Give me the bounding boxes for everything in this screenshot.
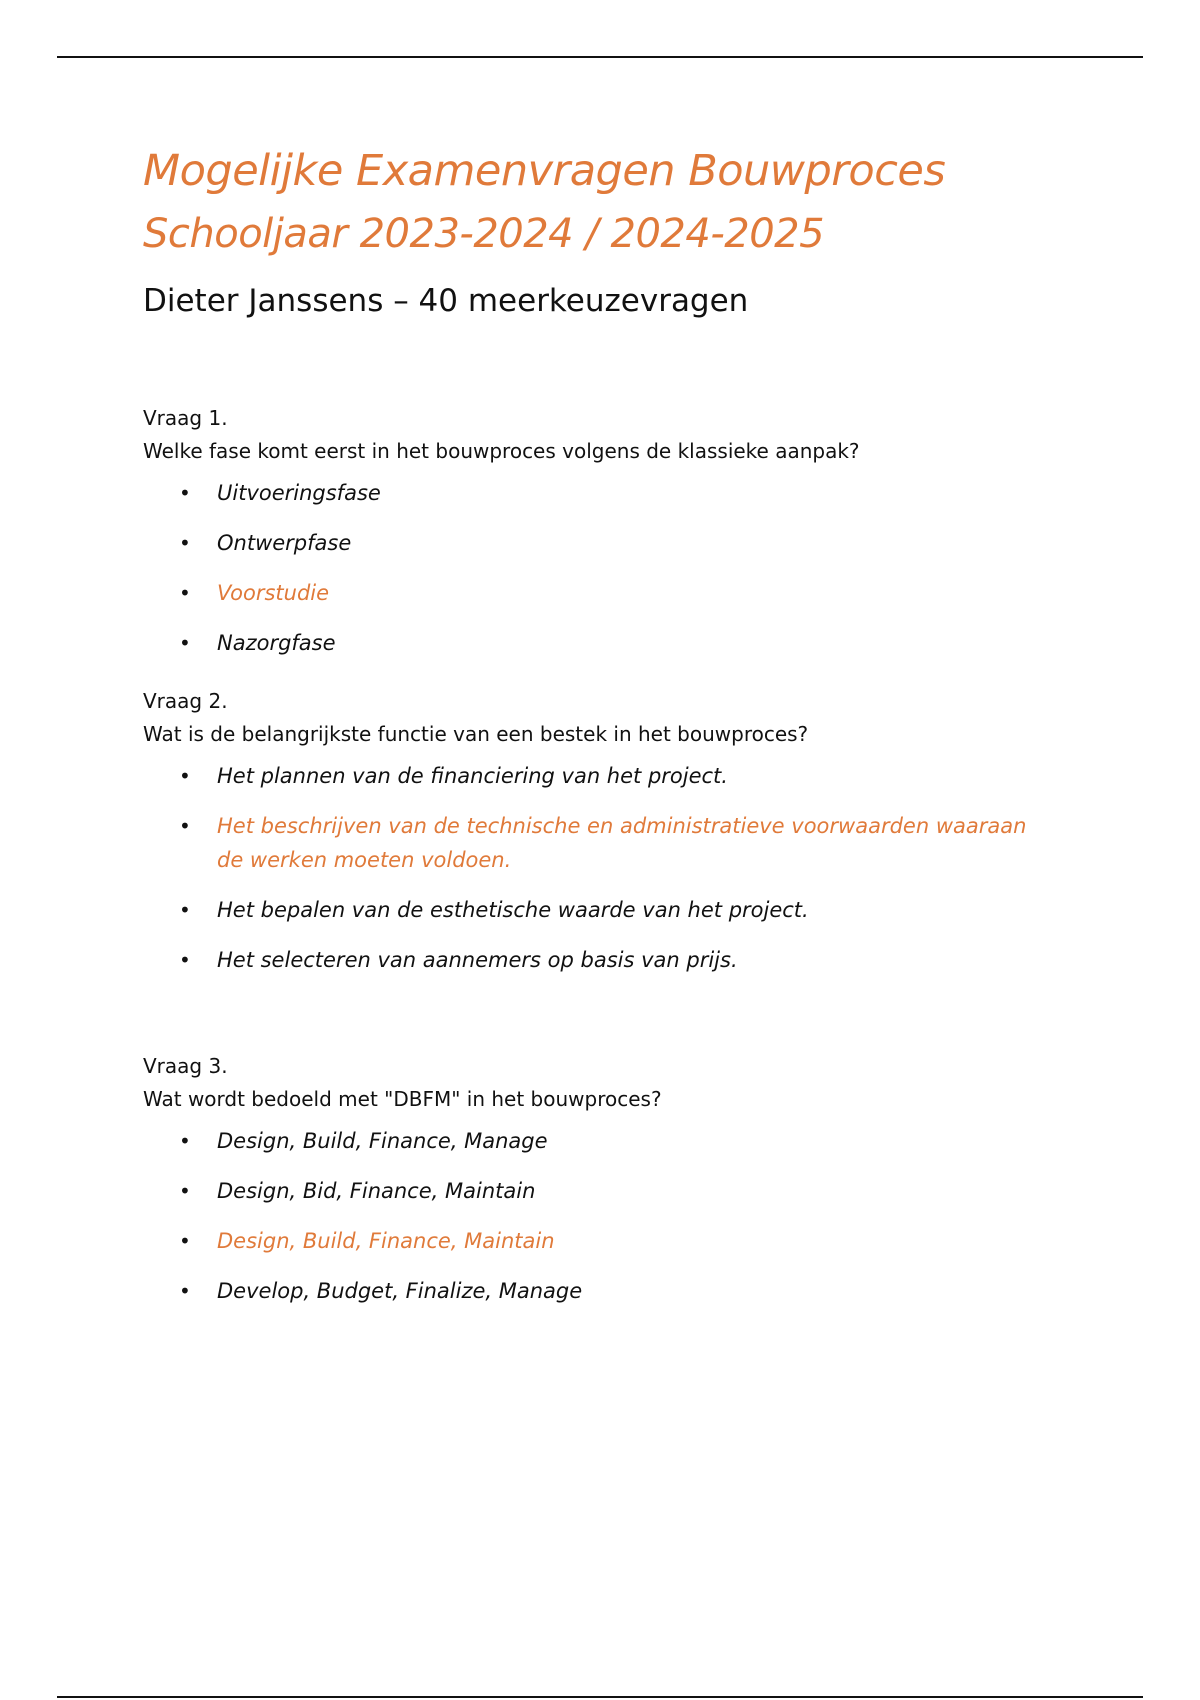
document-subtitle: Schooljaar 2023-2024 / 2024-2025	[143, 211, 825, 257]
option-item[interactable]: • Design, Bid, Finance, Maintain	[143, 1174, 1047, 1208]
document-title: Mogelijke Examenvragen Bouwproces	[143, 146, 946, 196]
option-list	[143, 1124, 1093, 1308]
question-2	[143, 685, 1093, 993]
option-item[interactable]: • Nazorgfase	[143, 626, 1047, 660]
option-item[interactable]: • Develop, Budget, Finalize, Manage	[143, 1274, 1047, 1308]
option-item[interactable]: • Het plannen van de financiering van het project.	[143, 759, 1047, 793]
option-item[interactable]: • Uitvoeringsfase	[143, 476, 1047, 510]
option-item[interactable]: • Het bepalen van de esthetische waarde van het project.	[143, 893, 1047, 927]
question-label: Vraag 3.	[143, 1054, 228, 1078]
document-page	[143, 140, 1093, 322]
option-item[interactable]: • Ontwerpfase	[143, 526, 1047, 560]
option-item[interactable]: • Het selecteren van aannemers op basis van prijs.	[143, 943, 1047, 977]
author-line: Dieter Janssens – 40 meerkeuzevragen	[143, 283, 749, 319]
question-text: Wat wordt bedoeld met "DBFM" in het bouwproces?	[143, 1087, 662, 1111]
bottom-rule	[57, 1696, 1143, 1698]
top-rule	[57, 56, 1143, 58]
option-list	[143, 759, 1093, 977]
question-label: Vraag 1.	[143, 406, 228, 430]
option-item[interactable]: • Design, Build, Finance, Manage	[143, 1124, 1047, 1158]
question-label: Vraag 2.	[143, 689, 228, 713]
question-1	[143, 402, 1093, 676]
question-text: Wat is de belangrijkste functie van een bestek in het bouwproces?	[143, 722, 809, 746]
question-text: Welke fase komt eerst in het bouwproces volgens de klassieke aanpak?	[143, 439, 860, 463]
option-item[interactable]: • Het beschrijven van de technische en administratieve voorwaarden waaraan de werken moeten voldoen.	[143, 809, 1047, 877]
option-list	[143, 476, 1093, 660]
option-item[interactable]: • Voorstudie	[143, 576, 1047, 610]
question-3	[143, 1050, 1093, 1324]
option-item[interactable]: • Design, Build, Finance, Maintain	[143, 1224, 1047, 1258]
